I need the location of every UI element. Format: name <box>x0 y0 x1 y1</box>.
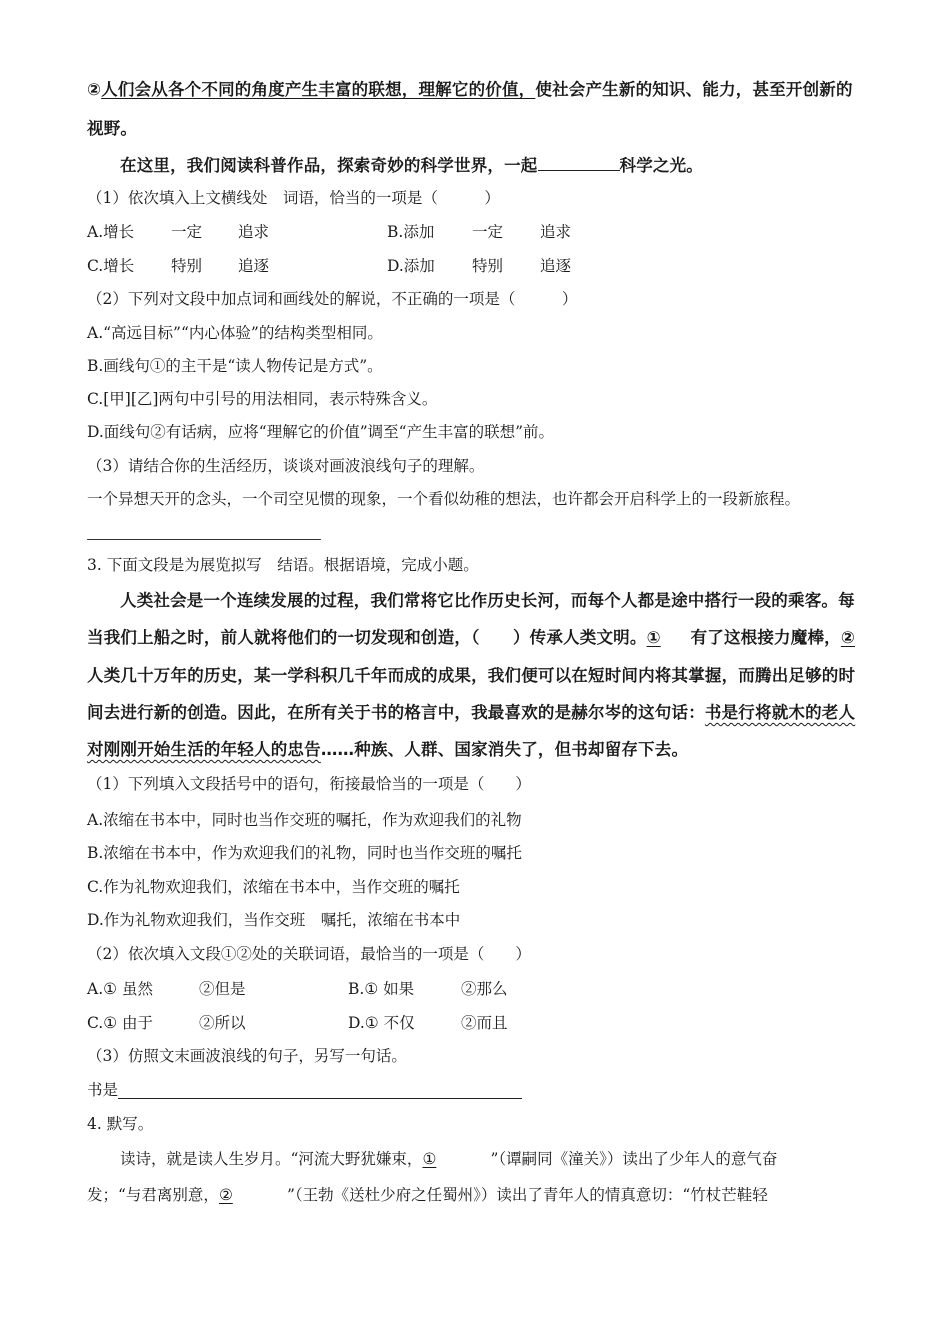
answer-line[interactable] <box>87 539 321 540</box>
option-a-word: 一定 <box>171 223 203 241</box>
option-d-word: 特别 <box>472 257 504 275</box>
wavy-sentence: 一个异想天开的念头，一个司空见惯的现象，一个看似幼稚的想法，也许都会开启科学上的一段新旅程。 <box>87 490 801 508</box>
passage-line <box>87 1188 768 1204</box>
option-b-word: 追求 <box>540 223 572 241</box>
question-stem: （1）依次填入上文横线处 词语，恰当的一项是（ ） <box>87 189 500 207</box>
passage-text: ”（谭嗣同《潼关》）读出了少年人的意气奋 <box>490 1150 778 1168</box>
blank-marker-1[interactable]: ① <box>422 1150 437 1168</box>
blank-marker-1[interactable]: ① <box>646 628 661 647</box>
option-a[interactable]: A.增长 <box>87 223 135 241</box>
circled-marker: ② <box>87 80 102 99</box>
passage-line: 视野。 <box>87 119 138 138</box>
passage-line: 人类社会是一个连续发展的过程，我们常将它比作历史长河，而每个人都是途中搭行一段的乘客。每 <box>120 591 855 610</box>
passage-text: 有了这根接力魔棒， <box>690 628 841 647</box>
option-c-word: ②所以 <box>199 1014 246 1032</box>
passage-text: 发；“与君离别意， <box>87 1186 219 1204</box>
passage-line <box>87 82 853 99</box>
question-stem: （3）仿照文末画波浪线的句子，另写一句话。 <box>87 1047 407 1065</box>
blank-marker-2[interactable]: ② <box>840 628 856 647</box>
passage-text: 间去进行新的创造。因此，在所有关于书的格言中，我最喜欢的是赫尔岑的这句话： <box>87 703 705 722</box>
answer-prefix: 书是 <box>87 1081 119 1099</box>
option-a[interactable]: A.“高远目标”“内心体验”的结构类型相同。 <box>87 324 383 342</box>
underlined-sentence: 人们会从各个不同的角度产生丰富的联想，理解它的价值， <box>101 80 536 99</box>
passage-line <box>120 1152 777 1168</box>
wavy-sentence: 书是行将就木的老人 <box>704 703 856 722</box>
option-c[interactable]: C.① 由于 <box>87 1014 154 1032</box>
passage-text: 读诗，就是读人生岁月。“河流大野犹嫌束， <box>120 1150 423 1168</box>
option-b[interactable]: B.画线句①的主干是“读人物传记是方式”。 <box>87 357 383 375</box>
passage-text: 在这里，我们阅读科普作品，探索奇妙的科学世界，一起 <box>120 156 538 175</box>
option-b-word: ②那么 <box>461 980 508 998</box>
section-title: 4. 默写。 <box>87 1115 154 1133</box>
option-b[interactable]: B.添加 <box>387 223 435 241</box>
passage-line <box>120 156 703 175</box>
passage-line <box>87 742 688 759</box>
fill-blank[interactable] <box>538 156 620 171</box>
wavy-sentence: 对刚刚开始生活的年轻人的忠告 <box>87 740 321 759</box>
option-a[interactable]: A.浓缩在书本中，同时也当作交班的嘱托，作为欢迎我们的礼物 <box>87 811 522 829</box>
passage-line <box>87 630 861 647</box>
option-d[interactable]: D.作为礼物欢迎我们，当作交班 嘱托，浓缩在书本中 <box>87 911 461 929</box>
option-a[interactable]: A.① 虽然 <box>87 980 153 998</box>
blank-marker-2[interactable]: ② <box>218 1186 233 1204</box>
passage-text: ”（王勃《送杜少府之任蜀州》）读出了青年人的情真意切：“竹杖芒鞋轻 <box>286 1186 768 1204</box>
option-c[interactable]: C.作为礼物欢迎我们，浓缩在书本中，当作交班的嘱托 <box>87 878 460 896</box>
passage-text: 当我们上船之时，前人就将他们的一切发现和创造，（ ）传承人类文明。 <box>87 628 647 647</box>
option-c-word: 特别 <box>171 257 203 275</box>
option-d[interactable]: D.① 不仅 <box>348 1014 415 1032</box>
question-stem: （2）依次填入文段①②处的关联词语，最恰当的一项是（ ） <box>87 945 531 963</box>
passage-line <box>87 705 855 722</box>
question-stem: （1）下列填入文段括号中的语句，衔接最恰当的一项是（ ） <box>87 775 531 793</box>
option-b[interactable]: B.浓缩在书本中，作为欢迎我们的礼物，同时也当作交班的嘱托 <box>87 844 522 862</box>
option-c[interactable]: C.[甲][乙]两句中引号的用法相同，表示特殊含义。 <box>87 390 438 408</box>
option-c[interactable]: C.增长 <box>87 257 135 275</box>
passage-text: 科学之光。 <box>619 156 703 175</box>
option-b[interactable]: B.① 如果 <box>348 980 415 998</box>
option-d-word: 追逐 <box>540 257 572 275</box>
option-b-word: 一定 <box>472 223 504 241</box>
option-d[interactable]: D.面线句②有话病，应将“理解它的价值”调至“产生丰富的联想”前。 <box>87 423 555 441</box>
question-stem: （2）下列对文段中加点词和画线处的解说，不正确的一项是（ ） <box>87 290 578 308</box>
option-d[interactable]: D.添加 <box>387 257 435 275</box>
option-a-word: ②但是 <box>199 980 246 998</box>
passage-text: ……种族、人群、国家消失了，但书却留存下去。 <box>320 740 689 759</box>
passage-text: 使社会产生新的知识、能力，甚至开创新的 <box>535 80 853 99</box>
option-d-word: ②而且 <box>461 1014 508 1032</box>
passage-line: 人类几十万年的历史，某一学科积几千年而成的成果，我们便可以在短时间内将其掌握，而腾出足够的时 <box>87 666 856 685</box>
question-stem: （3）请结合你的生活经历，谈谈对画波浪线句子的理解。 <box>87 457 485 475</box>
option-c-word: 追逐 <box>238 257 270 275</box>
section-title: 3. 下面文段是为展览拟写 结语。根据语境，完成小题。 <box>87 556 479 574</box>
option-a-word: 追求 <box>238 223 270 241</box>
answer-line[interactable] <box>118 1098 522 1099</box>
